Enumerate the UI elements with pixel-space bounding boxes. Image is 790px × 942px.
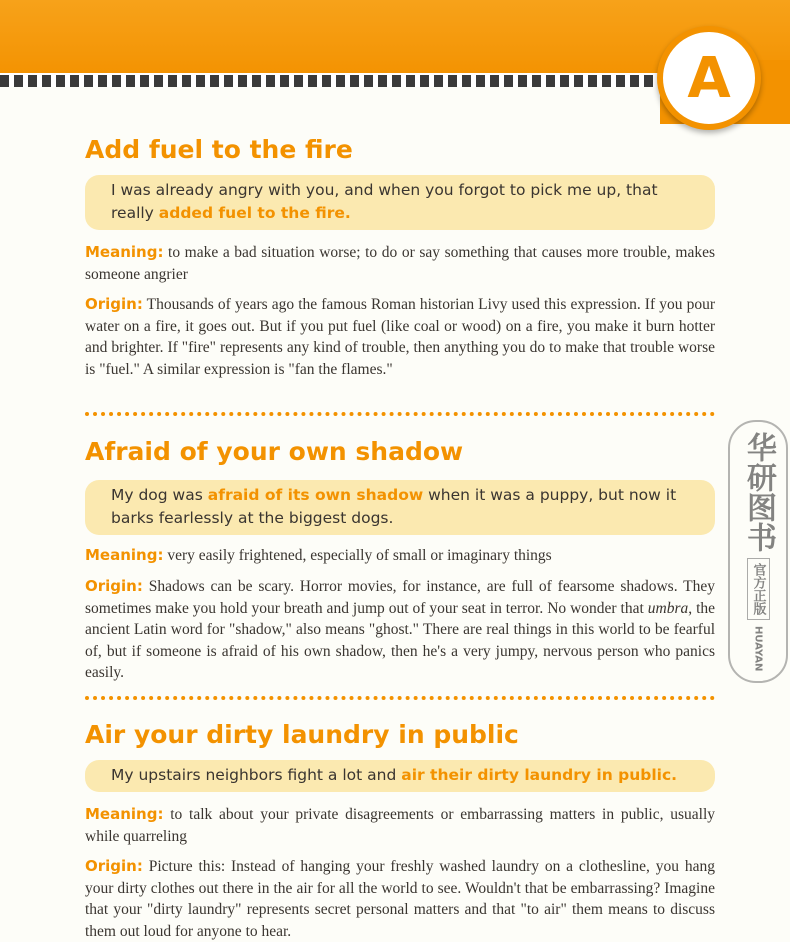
meaning-text: very easily frightened, especially of small or imaginary things — [163, 547, 552, 564]
example-text: My dog was — [111, 486, 208, 504]
meaning-label: Meaning: — [85, 546, 164, 564]
watermark-text: 官方正版 — [747, 558, 770, 620]
origin-text: , the ancient Latin word for "shadow," also means "ghost." There are real things in this world to be fearful of, but if someone is afraid of his own shadow, then he's a very jumpy, nervous person who panics easily. — [85, 599, 716, 682]
meaning-label: Meaning: — [85, 805, 164, 823]
origin-text: Shadows can be scary. Horror movies, for instance, are full of fearsome shadows. They sometimes make you hold your breath and jump out of your seat in terror. No wonder that — [85, 578, 715, 617]
origin-text: Thousands of years ago the famous Roman historian Livy used this expression. If you pour water on a fire, it goes out. But if you put fuel (like coal or wood) on a fire, you make it burn hotter and brighter. If "fire" represents any kind of trouble, then anything you do to make that trouble worse is "fuel." A similar expression is "fan the flames." — [85, 296, 715, 378]
meaning-label: Meaning: — [85, 243, 164, 261]
example-highlight: added fuel to the fire. — [158, 204, 351, 222]
example-text: My upstairs neighbors fight a lot and — [111, 766, 402, 784]
origin — [85, 294, 715, 380]
watermark-text: 华研图书 — [741, 432, 776, 552]
origin — [85, 856, 715, 942]
origin-label: Origin: — [85, 295, 143, 313]
checkered-strip — [0, 73, 660, 87]
example-box — [85, 480, 715, 535]
origin-text: Picture this: Instead of hanging your freshly washed laundry on a clothesline, you hang your dirty clothes out there in the air for all the world to see. Wouldn't that be embarrassing? Imagine that your "dirty laundry" represents secret personal matters and that "to air" them means to discuss them out loud for anyone to hear. — [85, 858, 715, 940]
entry-title: Afraid of your own shadow — [85, 437, 464, 466]
dotted-divider — [85, 696, 715, 700]
entry-title: Air your dirty laundry in public — [85, 720, 519, 749]
meaning — [85, 804, 715, 847]
meaning — [85, 242, 715, 285]
dotted-divider — [85, 412, 715, 416]
example-highlight: air their dirty laundry in public. — [401, 766, 678, 784]
example-highlight: afraid of its own shadow — [207, 486, 424, 504]
meaning — [85, 545, 715, 567]
example-text: when it was a puppy, but now it barks fearlessly at the biggest dogs. — [111, 486, 677, 527]
entry-title: Add fuel to the fire — [85, 135, 353, 164]
origin-emphasis: umbra — [647, 599, 689, 617]
example-box — [85, 760, 715, 792]
example-text: I was already angry with you, and when you forgot to pick me up, that really — [111, 181, 658, 222]
section-letter-badge: A — [657, 26, 761, 130]
meaning-text: to talk about your private disagreements or embarrassing matters in public, usually while quarreling — [85, 806, 715, 845]
publisher-watermark-stamp — [728, 420, 788, 683]
origin-label: Origin: — [85, 577, 143, 595]
origin — [85, 576, 715, 684]
origin-label: Origin: — [85, 857, 143, 875]
example-box — [85, 175, 715, 230]
watermark-text: HUAYAN — [752, 626, 764, 672]
meaning-text: to make a bad situation worse; to do or say something that causes more trouble, makes someone angrier — [85, 244, 715, 283]
